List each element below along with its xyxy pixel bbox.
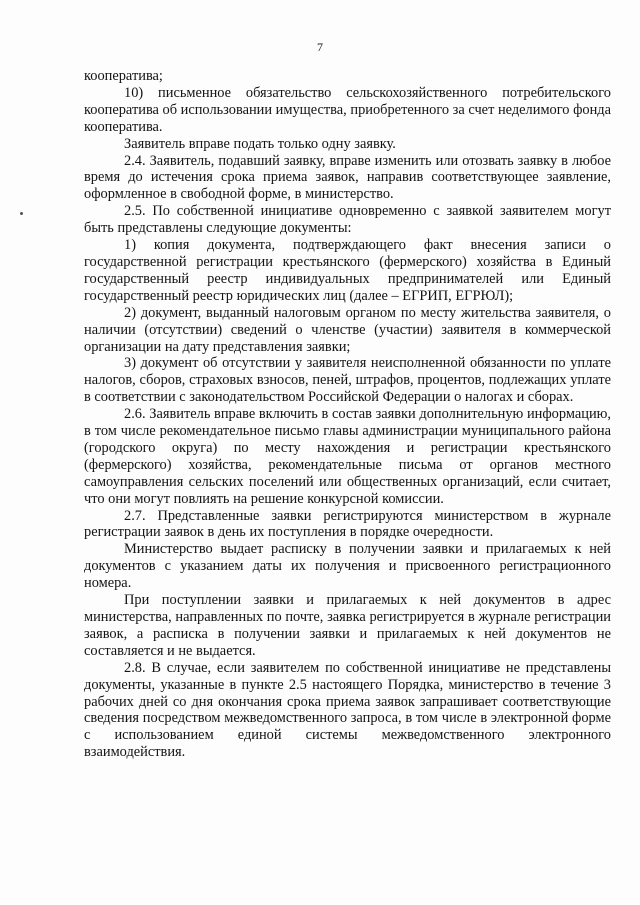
- paragraph: 2.7. Представленные заявки регистрируются министерством в журнале регистрации заявок в день их поступления в порядке очередности.: [84, 507, 611, 541]
- paragraph: 2.8. В случае, если заявителем по собственной инициативе не представлены документы, указанные в пункте 2.5 настоящего Порядка, министерство в течение 3 рабочих дней со дня окончания срока приема заявок запрашивает соответствующие сведения посредством межведомственного запроса, в том числе в электронной форме с использованием единой системы межведомственного электронного взаимодействия.: [84, 659, 611, 761]
- paragraph: При поступлении заявки и прилагаемых к ней документов в адрес министерства, направленных по почте, заявка регистрируется в журнале регистрации заявок, а расписка в получении заявки и прилагаемых к ней документов не составляется и не выдается.: [84, 592, 611, 659]
- paragraph: Министерство выдает расписку в получении заявки и прилагаемых к ней документов с указанием даты их получения и присвоенного регистрационного номера.: [84, 541, 611, 592]
- paragraph: 1) копия документа, подтверждающего факт внесения записи о государственной регистрации крестьянского (фермерского) хозяйства в Единый государственный реестр индивидуальных предпринимателей или Единый государственный реестр юридических лиц (далее – ЕГРИП, ЕГРЮЛ);: [84, 237, 611, 304]
- paragraph: Заявитель вправе подать только одну заявку.: [124, 135, 396, 152]
- paragraph: кооператива;: [84, 68, 163, 84]
- paragraph: 2.6. Заявитель вправе включить в состав заявки дополнительную информацию, в том числе рекомендательное письмо главы администрации муниципального района (городского округа) по месту нахождения и регистрации крестьянского (фермерского) хозяйства, рекомендательные письма от органов местного самоуправления сельских поселений или общественных организаций, если считает, что они могут повлиять на решение конкурсной комиссии.: [84, 406, 611, 507]
- paragraph: 3) документ об отсутствии у заявителя неисполненной обязанности по уплате налогов, сборов, страховых взносов, пеней, штрафов, процентов, подлежащих уплате в соответствии с законодательством Российской Федерации о налогах и сборах.: [84, 355, 611, 406]
- document-body: [84, 68, 611, 761]
- paragraph: 2.4. Заявитель, подавший заявку, вправе изменить или отозвать заявку в любое время до истечения срока приема заявок, направив соответствующее заявление, оформленное в свободной форме, в министерство.: [84, 152, 611, 203]
- paragraph: 2) документ, выданный налоговым органом по месту жительства заявителя, о наличии (отсутствии) сведений о членстве (участии) заявителя в коммерческой организации на дату представления заявки;: [84, 304, 611, 355]
- margin-dot: [20, 212, 23, 215]
- paragraph: 10) письменное обязательство сельскохозяйственного потребительского кооператива об использовании имущества, приобретенного за счет неделимого фонда кооператива.: [84, 84, 612, 135]
- page-number: 7: [317, 40, 323, 54]
- paragraph: 2.5. По собственной инициативе одновременно с заявкой заявителем могут быть представлены следующие документы:: [84, 203, 611, 237]
